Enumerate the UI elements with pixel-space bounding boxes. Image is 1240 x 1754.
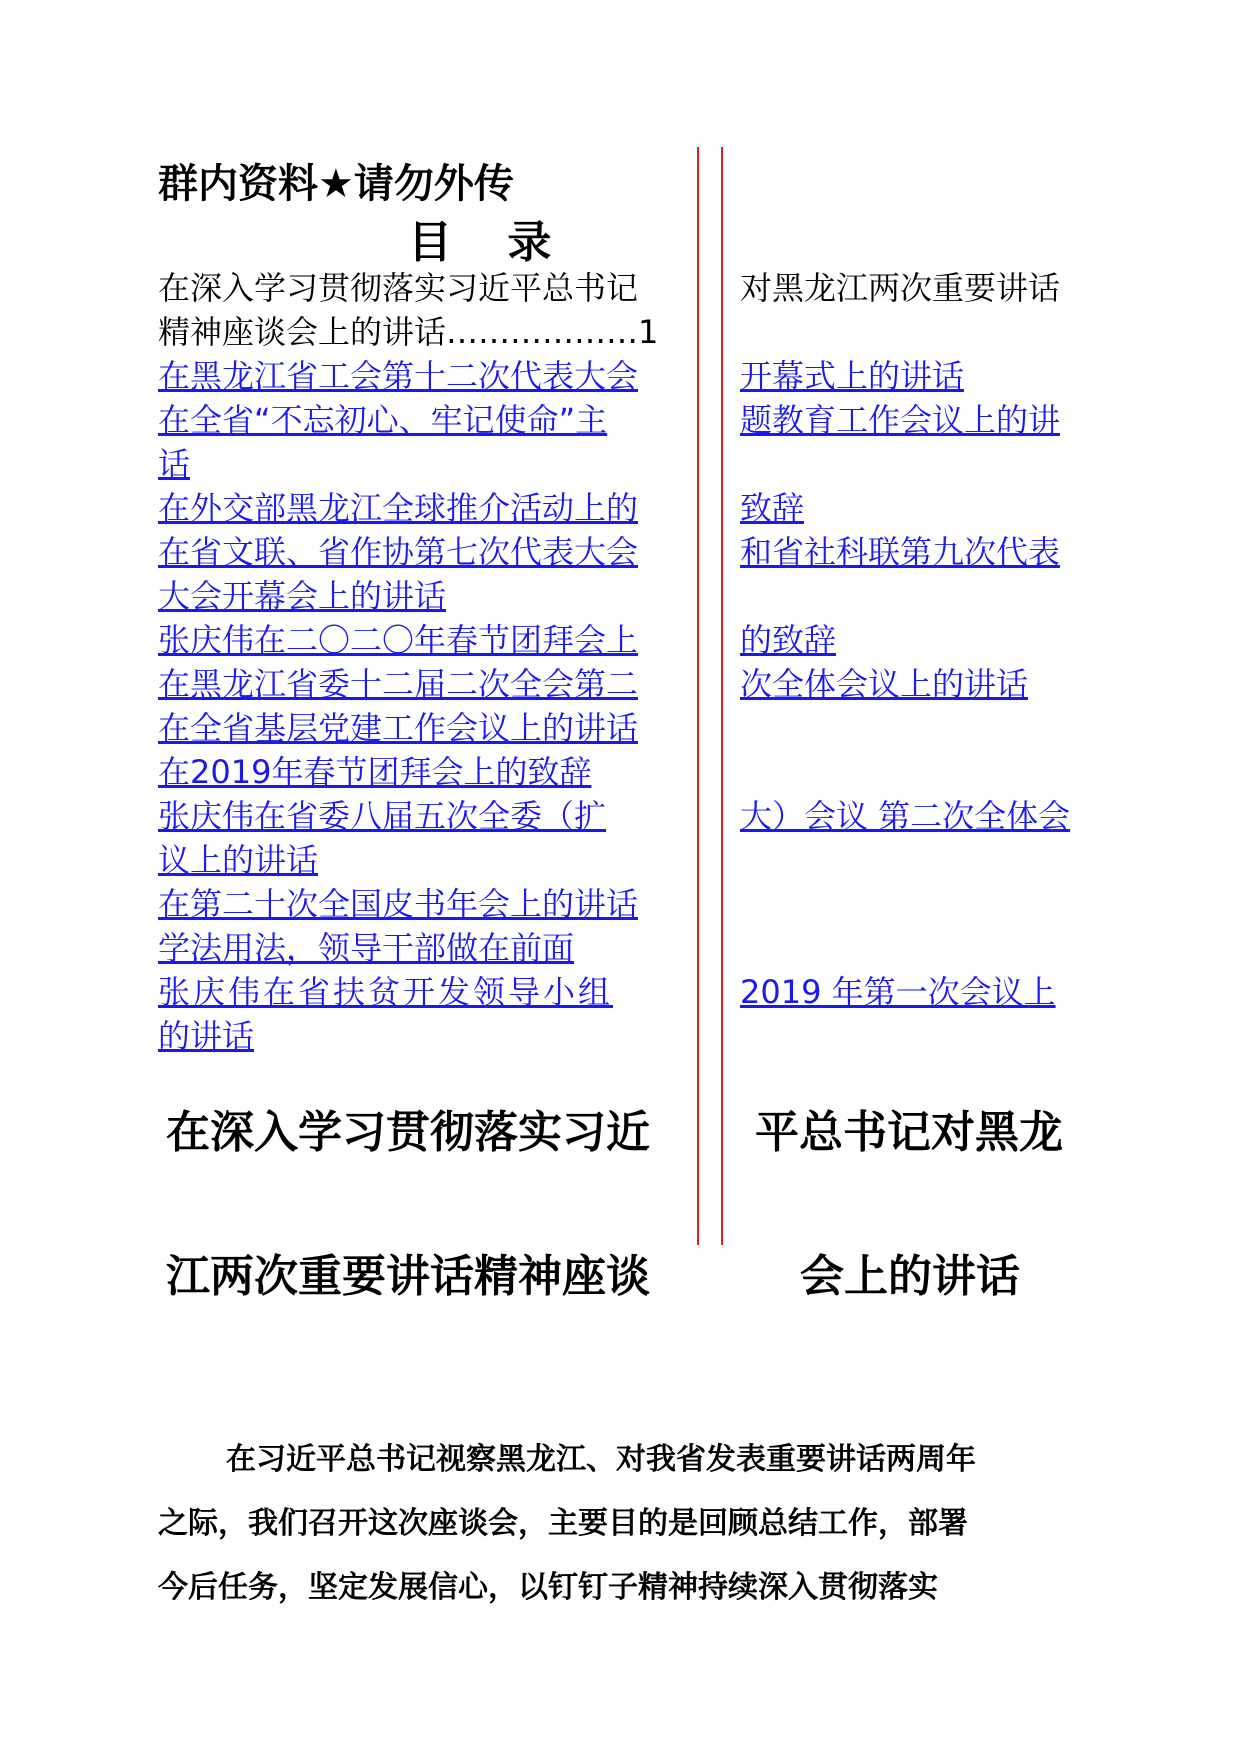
toc-link-left[interactable]: 在省文联、省作协第七次代表大会 [158,533,639,571]
toc-link-right[interactable]: 开幕式上的讲话 [740,357,965,395]
divider-line-left [697,147,699,1245]
toc-link-left[interactable]: 在黑龙江省工会第十二次代表大会 [158,357,639,395]
article-title-left-2: 江两次重要讲话精神座谈 [166,1251,650,1302]
article-title-right-2: 会上的讲话 [800,1251,1020,1302]
body-paragraph-line-2: 之际，我们召开这次座谈会，主要目的是回顾总结工作，部署 [158,1506,968,1541]
toc-link-left[interactable]: 的讲话 [158,1017,255,1055]
confidential-notice: 群内资料★请勿外传 [158,161,514,207]
toc-link-right[interactable]: 题教育工作会议上的讲 [740,401,1061,439]
toc-link-left[interactable]: 大会开幕会上的讲话 [158,577,447,615]
toc-link-right[interactable]: 的致辞 [740,621,837,659]
toc-link-left[interactable]: 学法用法，领导干部做在前面 [158,929,575,967]
toc-link-right[interactable]: 致辞 [740,489,805,527]
toc-link-left[interactable]: 在2019年春节团拜会上的致辞 [158,753,592,791]
toc-entry-1-left-line1: 在深入学习贯彻落实习近平总书记 [158,269,639,307]
toc-title: 目 录 [408,217,572,268]
body-paragraph-line-1: 在习近平总书记视察黑龙江、对我省发表重要讲话两周年 [226,1442,976,1477]
divider-line-right [721,147,723,1245]
toc-link-left[interactable]: 在外交部黑龙江全球推介活动上的 [158,489,639,527]
toc-link-left[interactable]: 议上的讲话 [158,841,319,879]
toc-entry-1-right-line1: 对黑龙江两次重要讲话 [740,269,1061,307]
toc-link-right[interactable]: 大）会议 第二次全体会 [740,797,1071,835]
toc-link-right[interactable]: 次全体会议上的讲话 [740,665,1029,703]
toc-link-left[interactable]: 张庆伟在省扶贫开发领导小组 [158,973,614,1011]
toc-link-left[interactable]: 在全省基层党建工作会议上的讲话 [158,709,639,747]
body-paragraph-line-3: 今后任务，坚定发展信心，以钉钉子精神持续深入贯彻落实 [158,1570,938,1605]
toc-link-right[interactable]: 和省社科联第九次代表 [740,533,1061,571]
toc-link-left[interactable]: 张庆伟在省委八届五次全委（扩 [158,797,607,835]
article-title-left-1: 在深入学习贯彻落实习近 [166,1107,650,1158]
toc-link-left[interactable]: 张庆伟在二〇二〇年春节团拜会上 [158,621,639,659]
toc-link-left[interactable]: 在第二十次全国皮书年会上的讲话 [158,885,639,923]
toc-link-right[interactable]: 2019 年第一次会议上 [740,973,1056,1011]
toc-entry-1-left-line2: 精神座谈会上的讲话………………1 [158,313,659,351]
toc-link-left[interactable]: 在全省“不忘初心、牢记使命”主 [158,401,608,439]
toc-link-left[interactable]: 在黑龙江省委十二届二次全会第二 [158,665,639,703]
toc-link-left[interactable]: 话 [158,445,191,483]
article-title-right-1: 平总书记对黑龙 [755,1107,1063,1158]
